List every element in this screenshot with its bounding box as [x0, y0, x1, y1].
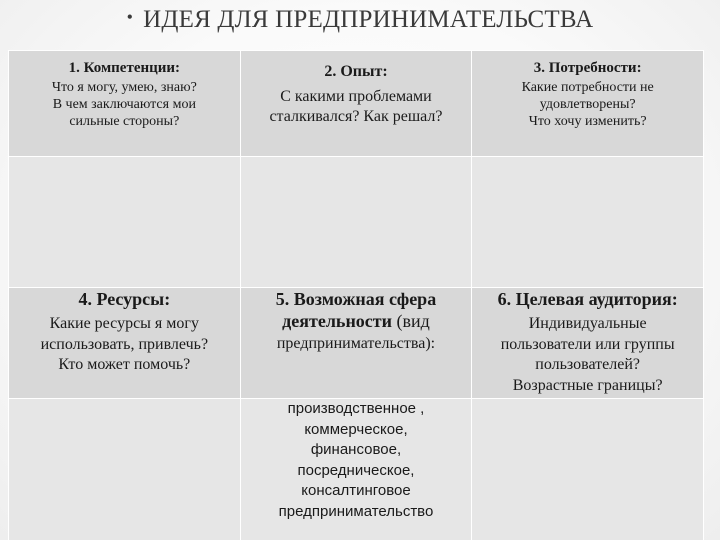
description-line: Что хочу изменить?	[528, 114, 647, 129]
table-row	[9, 399, 704, 540]
description-line: Индивидуальные	[528, 315, 647, 332]
description-line: Возрастные границы?	[512, 376, 663, 394]
idea-table	[8, 50, 704, 540]
bullet-icon: •	[126, 7, 134, 27]
heading-line: 5. Возможная сфера	[275, 289, 437, 309]
cell-competencies	[9, 51, 241, 157]
description-line: Что я могу, умею, знаю?	[51, 80, 197, 95]
cell-heading: 2. Опыт:	[324, 63, 388, 80]
cell-experience	[240, 51, 472, 157]
cell-description	[478, 314, 697, 396]
empty-cell	[9, 157, 241, 288]
activity-type: посредническое,	[297, 461, 415, 479]
cell-description	[478, 79, 697, 130]
description-line: использовать, привлечь?	[40, 335, 209, 353]
cell-resources	[9, 288, 241, 399]
description-line: удовлетворены?	[539, 97, 636, 112]
heading-line	[247, 310, 466, 332]
heading-normal-part: (вид	[392, 311, 430, 331]
description-line: пользователей?	[535, 356, 641, 373]
empty-cell	[472, 157, 704, 288]
cell-description	[15, 79, 234, 130]
table-row	[9, 51, 704, 157]
description-line: Какие потребности не	[521, 80, 654, 95]
cell-heading: 6. Целевая аудитория:	[497, 289, 678, 309]
cell-heading	[247, 288, 466, 332]
description-line: пользователи или группы	[500, 335, 675, 353]
cell-heading: 3. Потребности:	[533, 60, 642, 76]
description-line: С какими проблемами	[280, 88, 432, 105]
activity-type: производственное ,	[287, 400, 425, 417]
description-line: сильные стороны?	[69, 114, 180, 129]
cell-heading: 1. Компетенции:	[68, 60, 181, 76]
cell-activity-sphere	[240, 288, 472, 399]
heading-bold-part: деятельности	[282, 311, 393, 331]
empty-cell	[240, 157, 472, 288]
cell-description	[15, 314, 234, 376]
description-line: предпринимательства):	[276, 335, 436, 352]
activity-type: предпринимательство	[278, 502, 434, 520]
activity-type: коммерческое,	[304, 420, 408, 438]
activity-type: консалтинговое	[301, 482, 411, 499]
empty-cell	[9, 399, 241, 540]
cell-target-audience	[472, 288, 704, 399]
table-row	[9, 288, 704, 399]
activity-types-cell	[240, 399, 472, 540]
empty-cell	[472, 399, 704, 540]
cell-needs	[472, 51, 704, 157]
cell-description	[247, 334, 466, 355]
slide-title-text: ИДЕЯ ДЛЯ ПРЕДПРИНИМАТЕЛЬСТВА	[143, 6, 594, 33]
slide-title	[0, 6, 720, 34]
description-line: Кто может помочь?	[58, 356, 191, 373]
description-line: Какие ресурсы я могу	[49, 315, 199, 332]
description-line: сталкивался? Как решал?	[269, 108, 443, 125]
cell-heading: 4. Ресурсы:	[78, 289, 171, 309]
cell-description	[247, 87, 466, 127]
activity-type: финансовое,	[310, 441, 402, 458]
table-row	[9, 157, 704, 288]
description-line: В чем заключаются мои	[52, 97, 196, 112]
